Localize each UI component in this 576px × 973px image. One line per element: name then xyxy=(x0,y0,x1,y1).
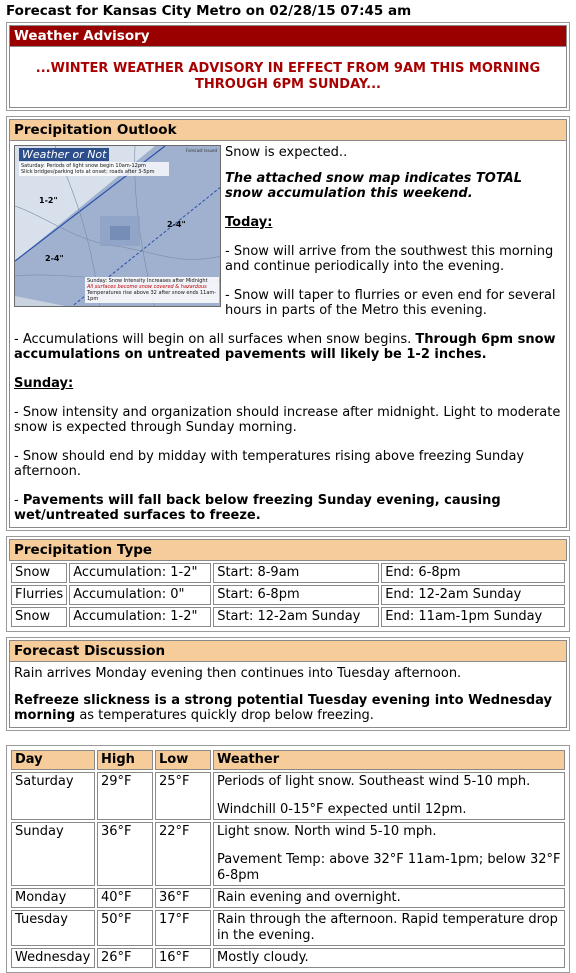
weather-cell xyxy=(213,772,565,820)
ptype-end-cell: End: 12-2am Sunday xyxy=(381,585,565,605)
weather-note: Pavement Temp: above 32°F 11am-1pm; below 32°F 6-8pm xyxy=(217,852,561,883)
table-row xyxy=(11,948,565,968)
today-text-3-bold: Through 6pm snow accumulations on untreated pavements will likely be 1-2 inches. xyxy=(14,332,556,362)
sunday-text-3 xyxy=(14,493,562,523)
ptype-start-cell: Start: 6-8pm xyxy=(213,585,379,605)
high-cell: 40°F xyxy=(97,888,153,908)
outlook-heading: Precipitation Outlook xyxy=(9,119,567,141)
low-cell: 17°F xyxy=(155,910,211,946)
ptype-section xyxy=(6,536,570,632)
col-low: Low xyxy=(155,750,211,770)
day-cell: Sunday xyxy=(11,822,95,886)
snow-map-image[interactable] xyxy=(14,145,221,307)
table-row xyxy=(11,585,565,605)
sunday-text-1: - Snow intensity and organization should increase after midnight. Light to moderate snow is expected through Sunday morning. xyxy=(14,405,561,435)
high-cell: 29°F xyxy=(97,772,153,820)
low-cell: 36°F xyxy=(155,888,211,908)
map-saturday-line: Saturday: Periods of light snow begin 10am-12pm xyxy=(21,163,146,169)
day-cell: Tuesday xyxy=(11,910,95,946)
discussion-text-2-plain: as temperatures quickly drop below freezing. xyxy=(79,708,374,723)
advisory-heading: Weather Advisory xyxy=(9,25,567,47)
low-cell: 16°F xyxy=(155,948,211,968)
advisory-text: ...WINTER WEATHER ADVISORY IN EFFECT FROM 9AM THIS MORNING THROUGH 6PM SUNDAY... xyxy=(35,61,541,92)
ptype-type-cell: Snow xyxy=(11,607,67,627)
map-zone-label: 2-4" xyxy=(45,254,64,263)
day-cell: Wednesday xyxy=(11,948,95,968)
ptype-start-cell: Start: 8-9am xyxy=(213,563,379,583)
map-zone-label: 1-2" xyxy=(39,196,58,205)
ptype-type-cell: Flurries xyxy=(11,585,67,605)
col-weather: Weather xyxy=(213,750,565,770)
outlook-body xyxy=(9,141,567,528)
high-cell: 36°F xyxy=(97,822,153,886)
sunday-text-2: - Snow should end by midday with temperatures rising above freezing Sunday afternoon. xyxy=(14,449,525,479)
col-day: Day xyxy=(11,750,95,770)
ptype-start-cell: Start: 12-2am Sunday xyxy=(213,607,379,627)
map-sunday-line: Temperatures rise above 32 after snow ends 11am-1pm xyxy=(87,290,217,302)
advisory-section xyxy=(6,22,570,111)
today-text-2: - Snow will taper to flurries or even end for several hours in parts of the Metro this evening. xyxy=(225,288,556,318)
forecast-table-wrapper xyxy=(6,745,570,973)
ptype-accum-cell: Accumulation: 1-2" xyxy=(69,563,211,583)
outlook-line2: The attached snow map indicates TOTAL snow accumulation this weekend. xyxy=(225,171,523,201)
ptype-heading: Precipitation Type xyxy=(9,539,567,561)
weather-note: Windchill 0-15°F expected until 12pm. xyxy=(217,802,467,817)
map-saturday-note xyxy=(19,162,169,176)
day-cell: Saturday xyxy=(11,772,95,820)
high-cell: 26°F xyxy=(97,948,153,968)
table-row xyxy=(11,772,565,820)
col-high: High xyxy=(97,750,153,770)
map-zone-label: 2-4" xyxy=(167,220,186,229)
weather-text: Light snow. North wind 5-10 mph. xyxy=(217,824,437,839)
discussion-heading: Forecast Discussion xyxy=(9,640,567,662)
today-text-1: - Snow will arrive from the southwest this morning and continue periodically into the evening. xyxy=(225,244,554,274)
weather-cell xyxy=(213,822,565,886)
discussion-text-1: Rain arrives Monday evening then continues into Tuesday afternoon. xyxy=(14,666,462,681)
discussion-text-2 xyxy=(14,693,562,723)
sunday-heading: Sunday: xyxy=(14,376,74,391)
map-sunday-line: All surfaces become snow covered & hazardous xyxy=(87,284,207,290)
low-cell: 22°F xyxy=(155,822,211,886)
table-row xyxy=(11,822,565,886)
page-title: Forecast for Kansas City Metro on 02/28/15 07:45 am xyxy=(6,3,412,19)
map-saturday-line: Slick bridges/parking lots at onset; roads after 3-5pm xyxy=(21,169,155,175)
today-text-3-plain: - Accumulations will begin on all surfaces when snow begins. xyxy=(14,332,412,347)
day-cell: Monday xyxy=(11,888,95,908)
discussion-body xyxy=(9,662,567,728)
ptype-type-cell: Snow xyxy=(11,563,67,583)
weather-cell: Mostly cloudy. xyxy=(213,948,565,968)
ptype-end-cell: End: 11am-1pm Sunday xyxy=(381,607,565,627)
discussion-text-2-bold: Refreeze slickness is a strong potential Tuesday evening into Wednesday morning xyxy=(14,693,553,723)
table-row xyxy=(11,888,565,908)
map-sunday-note xyxy=(85,277,219,303)
map-issued: Forecast Issued xyxy=(185,148,217,153)
sunday-text-3-plain: - xyxy=(14,493,19,508)
ptype-accum-cell: Accumulation: 1-2" xyxy=(69,607,211,627)
advisory-body xyxy=(9,47,567,108)
ptype-end-cell: End: 6-8pm xyxy=(381,563,565,583)
weather-cell: Rain evening and overnight. xyxy=(213,888,565,908)
today-text-3 xyxy=(14,332,562,362)
discussion-section xyxy=(6,637,570,731)
weather-text: Periods of light snow. Southeast wind 5-10 mph. xyxy=(217,774,531,789)
weather-cell: Rain through the afternoon. Rapid temperature drop in the evening. xyxy=(213,910,565,946)
outlook-section xyxy=(6,116,570,531)
high-cell: 50°F xyxy=(97,910,153,946)
table-row xyxy=(11,607,565,627)
ptype-accum-cell: Accumulation: 0" xyxy=(69,585,211,605)
forecast-table xyxy=(9,748,567,970)
table-header-row xyxy=(11,750,565,770)
map-sunday-line: Sunday: Snow Intensity Increases after Midnight xyxy=(87,278,208,284)
today-heading: Today: xyxy=(225,215,273,230)
low-cell: 25°F xyxy=(155,772,211,820)
sunday-text-3-bold: Pavements will fall back below freezing Sunday evening, causing wet/untreated surfaces to freeze. xyxy=(14,493,501,523)
map-title: Weather or Not xyxy=(19,148,109,161)
ptype-table xyxy=(9,561,567,629)
table-row xyxy=(11,910,565,946)
outlook-line1: Snow is expected.. xyxy=(225,145,348,160)
table-row xyxy=(11,563,565,583)
